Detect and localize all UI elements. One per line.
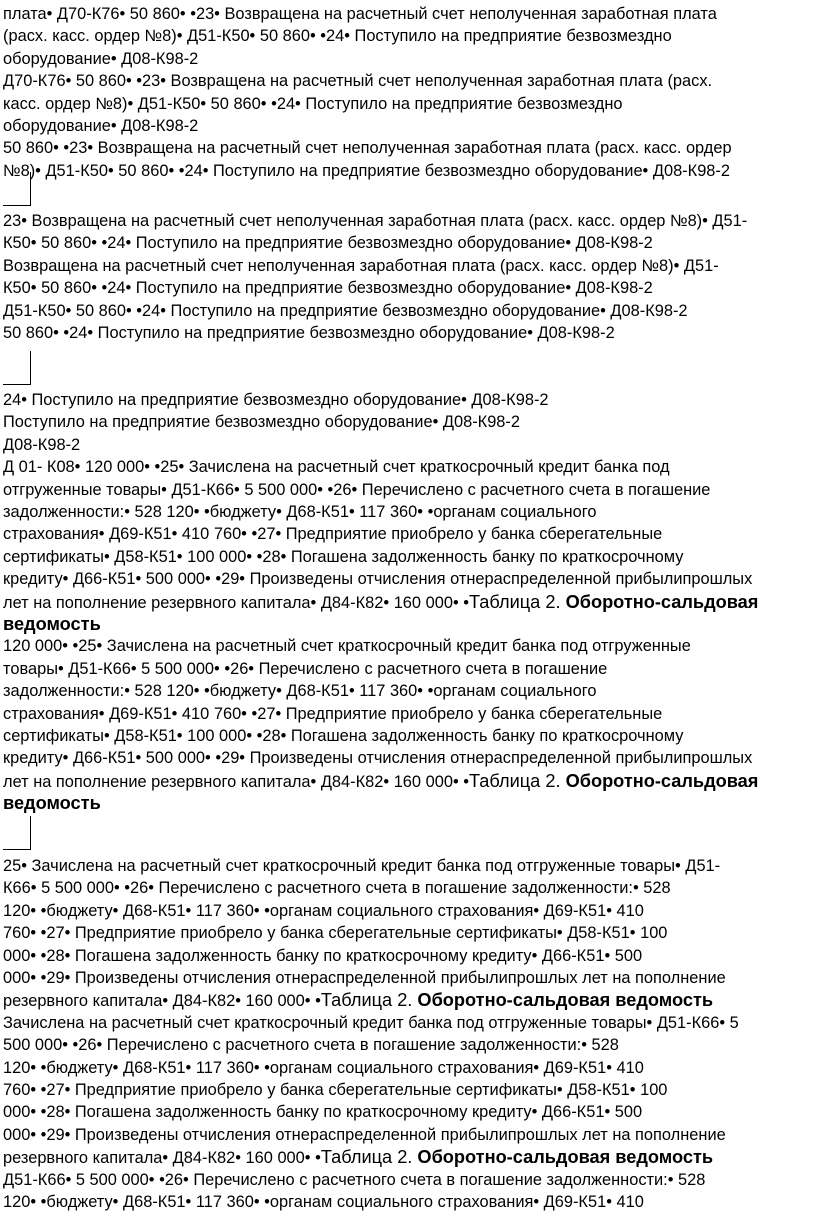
text-segment: оборудование• Д08-К98-2 — [3, 117, 199, 135]
text-line — [3, 1101, 642, 1123]
table-caption-text: ведомость — [3, 614, 101, 634]
text-segment: касс. ордер №8)• Д51-К50• 50 860• •24• Поступило на предприятие безвозмездно — [3, 94, 623, 113]
table-caption-text: ведомость — [3, 793, 101, 814]
text-line — [3, 877, 671, 899]
text-segment: Д70-К76• 50 860• •23• Возвращена на расчетный счет неполученная заработная плата (расх. — [3, 72, 713, 91]
table-caption-text: Оборотно-сальдовая — [565, 591, 759, 612]
text-line — [3, 568, 752, 590]
text-segment: товары• Д51-К66• 5 500 000• •26• Перечислено с расчетного счета в погашение — [3, 659, 608, 678]
text-line — [3, 411, 520, 433]
text-line — [3, 300, 688, 322]
text-segment: 120 000• •25• Зачислена на расчетный счет краткосрочный кредит банка под отгруженные — [3, 637, 691, 656]
text-line — [3, 479, 710, 501]
text-segment: Д51-К66• 5 500 000• •26• Перечислено с расчетного счета в погашение задолженности:• 528 — [3, 1170, 706, 1189]
text-line — [3, 232, 653, 254]
text-segment: К50• 50 860• •24• Поступило на предприятие безвозмездно оборудование• Д08-К98-2 — [3, 234, 653, 253]
text-line — [3, 770, 758, 793]
text-line — [3, 434, 80, 456]
text-line — [3, 277, 653, 299]
text-segment: 120• •бюджету• Д68-К51• 117 360• •органам социального страхования• Д69-К51• 410 — [3, 1058, 644, 1077]
text-segment: страхования• Д69-К51• 410 760• •27• Предприятие приобрело у банка сберегательные — [3, 525, 663, 544]
text-segment: отгруженные товары• Д51-К66• 5 500 000• •26• Перечислено с расчетного счета в погашение — [3, 480, 711, 499]
table-caption-text: Таблица 2. — [468, 770, 566, 791]
text-segment: лет на пополнение резервного капитала• Д84-К82• 160 000• • — [3, 772, 469, 791]
text-line — [3, 523, 662, 545]
text-segment: 000• •28• Погашена задолженность банку по краткосрочному кредиту• Д66-К51• 500 — [3, 946, 643, 965]
text-line — [3, 389, 549, 411]
text-segment: 000• •29• Произведены отчисления отнераспределенной прибылипрошлых лет на пополнение — [3, 1125, 726, 1144]
table-caption-text: Таблица 2. — [320, 1147, 418, 1168]
text-line — [3, 725, 683, 747]
text-segment: сертификаты• Д58-К51• 100 000• •28• Погашена задолженность банку по краткосрочному — [3, 727, 684, 745]
text-line — [3, 792, 101, 815]
text-segment: К50• 50 860• •24• Поступило на предприятие безвозмездно оборудование• Д08-К98-2 — [3, 279, 653, 298]
text-line — [3, 855, 720, 877]
text-segment: 24• Поступило на предприятие безвозмездно оборудование• Д08-К98-2 — [3, 391, 549, 409]
text-segment: лет на пополнение резервного капитала• Д84-К82• 160 000• • — [3, 593, 469, 612]
text-line — [3, 1079, 667, 1101]
text-line — [3, 747, 752, 769]
text-segment: резервного капитала• Д84-К82• 160 000• • — [3, 1149, 321, 1168]
text-line — [3, 1124, 726, 1146]
separator-bar — [3, 816, 31, 850]
text-line — [3, 1012, 739, 1034]
text-segment: 50 860• •24• Поступило на предприятие безвозмездно оборудование• Д08-К98-2 — [3, 324, 615, 342]
text-segment: 760• •27• Предприятие приобрело у банка сберегательные сертификаты• Д58-К51• 100 — [3, 1081, 668, 1099]
table-caption-text: Таблица 2. — [468, 591, 566, 612]
text-line — [3, 137, 732, 159]
text-segment: К66• 5 500 000• •26• Перечислено с расчетного счета в погашение задолженности:• 528 — [3, 879, 671, 898]
table-caption-text: Оборотно-сальдовая — [565, 770, 759, 791]
text-segment: (расх. касс. ордер №8)• Д51-К50• 50 860• •24• Поступило на предприятие безвозмездно — [3, 27, 672, 46]
text-segment: 120• •бюджету• Д68-К51• 117 360• •органам социального страхования• Д69-К51• 410 — [3, 901, 644, 920]
text-segment: Д08-К98-2 — [3, 435, 81, 454]
text-segment: Д 01- К08• 120 000• •25• Зачислена на расчетный счет краткосрочный кредит банка под — [3, 458, 670, 477]
text-line — [3, 967, 726, 989]
text-segment: 50 860• •23• Возвращена на расчетный счет неполученная заработная плата (расх. касс. ордер — [3, 139, 732, 158]
text-line — [3, 546, 683, 568]
table-caption-text: Оборотно-сальдовая ведомость — [417, 1147, 714, 1168]
text-line — [3, 989, 713, 1012]
text-segment: Поступило на предприятие безвозмездно оборудование• Д08-К98-2 — [3, 413, 520, 432]
text-line — [3, 658, 607, 680]
text-line — [3, 255, 719, 277]
text-segment: 500 000• •26• Перечислено с расчетного счета в погашение задолженности:• 528 — [3, 1036, 619, 1055]
text-segment: 25• Зачислена на расчетный счет краткосрочный кредит банка под отгруженные товары• Д51- — [3, 857, 721, 875]
text-line — [3, 703, 662, 725]
text-segment: плата• Д70-К76• 50 860• •23• Возвращена на расчетный счет неполученная заработная плата — [3, 5, 717, 23]
text-segment: Зачислена на расчетный счет краткосрочный кредит банка под отгруженные товары• Д51-К66• 5 — [3, 1013, 739, 1032]
text-segment: 000• •28• Погашена задолженность банку по краткосрочному кредиту• Д66-К51• 500 — [3, 1103, 643, 1122]
text-line — [3, 456, 670, 478]
text-segment: задолженности:• 528 120• •бюджету• Д68-К51• 117 360• •органам социального — [3, 682, 597, 701]
separator-bar — [3, 172, 31, 206]
text-line — [3, 1191, 644, 1213]
text-segment: 760• •27• Предприятие приобрело у банка сберегательные сертификаты• Д58-К51• 100 — [3, 924, 668, 943]
text-line — [3, 1146, 713, 1169]
text-line — [3, 1169, 705, 1191]
text-line — [3, 635, 691, 657]
text-line — [3, 1034, 619, 1056]
text-line — [3, 3, 717, 25]
text-line — [3, 160, 730, 182]
text-segment: Д51-К50• 50 860• •24• Поступило на предприятие безвозмездно оборудование• Д08-К98-2 — [3, 301, 688, 320]
text-segment: 000• •29• Произведены отчисления отнераспределенной прибылипрошлых лет на пополнение — [3, 969, 726, 987]
text-line — [3, 922, 667, 944]
text-line — [3, 501, 596, 523]
text-segment: Возвращена на расчетный счет неполученная заработная плата (расх. касс. ордер №8)• Д51- — [3, 256, 719, 275]
text-segment: задолженности:• 528 120• •бюджету• Д68-К51• 117 360• •органам социального — [3, 503, 597, 521]
text-segment: №8)• Д51-К50• 50 860• •24• Поступило на предприятие безвозмездно оборудование• Д08-К98-2 — [3, 161, 730, 180]
separator-bar — [3, 351, 31, 385]
table-caption-text: Оборотно-сальдовая ведомость — [417, 990, 714, 1011]
text-line — [3, 115, 198, 137]
text-segment: 23• Возвращена на расчетный счет неполученная заработная плата (расх. касс. ордер №8)• Д51- — [3, 212, 748, 230]
text-segment: сертификаты• Д58-К51• 100 000• •28• Погашена задолженность банку по краткосрочному — [3, 547, 684, 566]
text-line — [3, 591, 758, 614]
text-line — [3, 680, 596, 702]
text-line — [3, 210, 747, 232]
text-line — [3, 322, 615, 344]
text-line — [3, 48, 198, 70]
text-segment: страхования• Д69-К51• 410 760• •27• Предприятие приобрело у банка сберегательные — [3, 704, 663, 723]
text-line — [3, 900, 644, 922]
table-caption-text: Таблица 2. — [320, 990, 418, 1011]
text-line — [3, 70, 712, 92]
text-line — [3, 945, 642, 967]
text-line — [3, 25, 672, 47]
text-line — [3, 93, 623, 115]
text-line — [3, 1057, 644, 1079]
text-segment: оборудование• Д08-К98-2 — [3, 49, 199, 68]
text-segment: 120• •бюджету• Д68-К51• 117 360• •органам социального страхования• Д69-К51• 410 — [3, 1193, 644, 1211]
text-segment: резервного капитала• Д84-К82• 160 000• • — [3, 992, 321, 1011]
text-segment: кредиту• Д66-К51• 500 000• •29• Произведены отчисления отнераспределенной прибылипрошлых — [3, 749, 753, 768]
text-line — [3, 613, 101, 636]
text-segment: кредиту• Д66-К51• 500 000• •29• Произведены отчисления отнераспределенной прибылипрошлых — [3, 570, 753, 589]
